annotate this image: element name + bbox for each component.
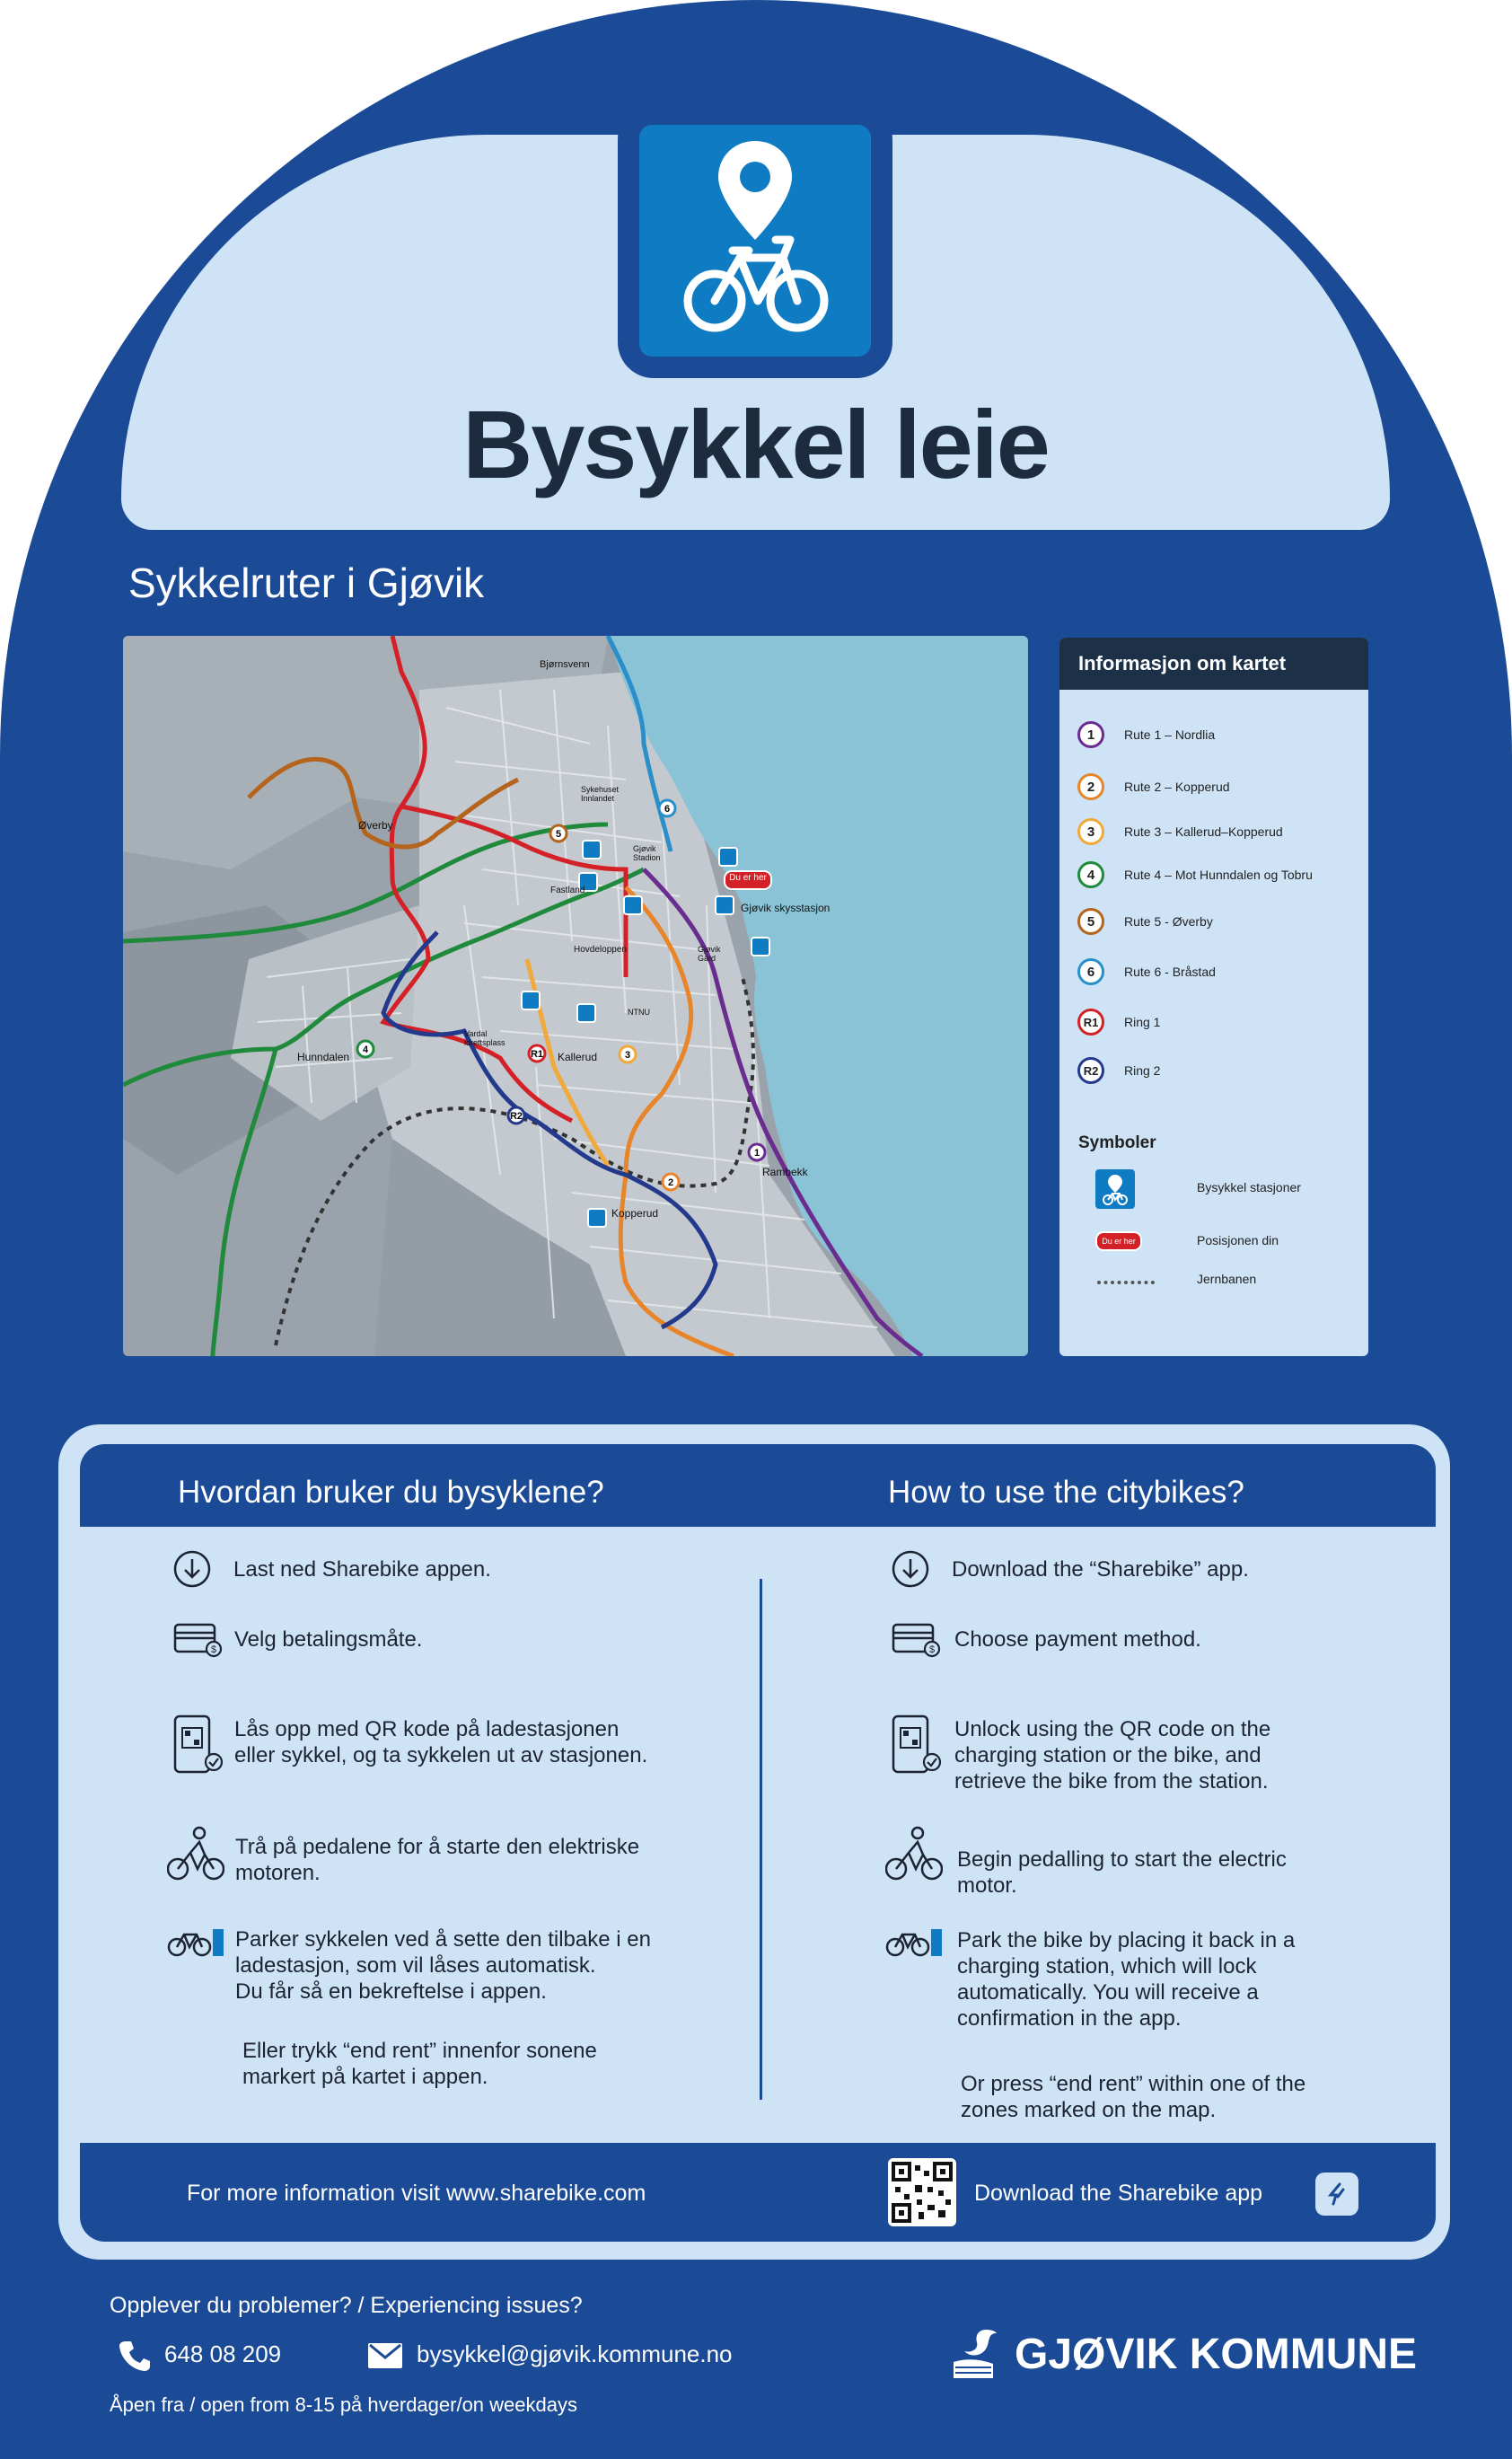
column-divider — [760, 1579, 762, 2100]
station-label: Gjøvik skysstasjon — [741, 902, 831, 914]
sharebike-app-icon[interactable] — [1315, 2173, 1358, 2216]
qr-code[interactable] — [888, 2158, 956, 2226]
svg-text:1: 1 — [753, 1148, 760, 1159]
legend-route-6 — [1077, 954, 1216, 990]
how-to-title-en: How to use the citybikes? — [888, 1475, 1244, 1510]
cyclist-icon — [167, 1826, 224, 1883]
download-icon — [172, 1549, 212, 1589]
swan-logo-icon — [952, 2326, 998, 2382]
payment-card-icon — [172, 1620, 223, 1658]
step-no-1: Last ned Sharebike appen. — [233, 1557, 491, 1582]
place-label: Fastland — [550, 886, 585, 895]
cyclist-icon — [885, 1826, 943, 1883]
route-label: Ring 2 — [1124, 1063, 1161, 1078]
svg-text:R1: R1 — [530, 1049, 544, 1060]
legend-route-3 — [1077, 814, 1283, 850]
place-label: Rambekk — [762, 1166, 808, 1178]
place-label: NTNU — [628, 1008, 650, 1017]
bike-dock-icon — [166, 1926, 225, 1958]
phone-icon — [117, 2338, 153, 2374]
svg-text:6: 6 — [664, 804, 671, 815]
route-label: Rute 4 – Mot Hunndalen og Tobru — [1124, 868, 1313, 882]
place-label: Gjøvik Gård — [698, 945, 721, 963]
how-to-footer — [80, 2143, 1436, 2242]
map-heading: Sykkelruter i Gjøvik — [128, 560, 485, 606]
legend-ring-2 — [1077, 1053, 1160, 1088]
symbol-label: Bysykkel stasjoner — [1197, 1180, 1301, 1194]
map-legend — [1059, 638, 1368, 1356]
step-en-5: Park the bike by placing it back in a charging station, which will lock automatically. You will receive a confirmation in the app. — [957, 1928, 1296, 2031]
legend-route-2 — [1077, 769, 1230, 805]
place-label: Øverby — [358, 819, 393, 832]
download-app-link[interactable]: Download the Sharebike app — [974, 2181, 1263, 2206]
legend-route-4 — [1077, 857, 1313, 893]
payment-card-icon — [891, 1620, 941, 1658]
svg-text:3: 3 — [624, 1050, 631, 1061]
step-no-2: Velg betalingsmåte. — [234, 1627, 423, 1652]
place-label: Sykehuset Innlandet — [581, 785, 620, 803]
bike-location-icon — [639, 125, 871, 357]
symbol-label: Posisjonen din — [1197, 1233, 1279, 1247]
more-info-link[interactable]: For more information visit www.sharebike.com — [187, 2181, 646, 2206]
place-label: Bjørnsvenn — [540, 659, 590, 670]
gjovik-kommune-logo-text: GJØVIK KOMMUNE — [1015, 2331, 1418, 2378]
step-en-extra: Or press “end rent” within one of the zones marked on the map. — [961, 2072, 1306, 2122]
legend-title: Informasjon om kartet — [1059, 638, 1368, 690]
place-label: Kopperud — [611, 1207, 659, 1220]
route-label: Rute 3 – Kallerud–Kopperud — [1124, 824, 1283, 839]
how-to-header — [80, 1444, 1436, 1527]
bike-dock-icon — [884, 1926, 944, 1958]
svg-text:5: 5 — [555, 829, 562, 840]
place-label: Gjøvik Stadion — [633, 844, 661, 862]
download-icon — [891, 1549, 930, 1589]
route-label: Rute 2 – Kopperud — [1124, 780, 1230, 794]
svg-text:$: $ — [210, 1644, 217, 1655]
svg-text:4: 4 — [362, 1044, 369, 1055]
you-are-here-badge: Du er her — [729, 873, 767, 883]
position-marker-icon: Du er her — [1095, 1231, 1142, 1251]
place-label: Kallerud — [558, 1051, 598, 1063]
route-map[interactable] — [123, 636, 1028, 1356]
step-no-5: Parker sykkelen ved å sette den tilbake i en ladestasjon, som vil låses automatisk. Du får så en bekreftelse i appen. — [235, 1927, 651, 2004]
legend-ring-1 — [1077, 1004, 1160, 1040]
how-to-section — [58, 1424, 1450, 2260]
step-no-4: Trå på pedalene for å starte den elektriske motoren. — [235, 1835, 640, 1885]
symbols-title: Symboler — [1078, 1133, 1156, 1152]
how-to-title-no: Hvordan bruker du bysyklene? — [178, 1475, 604, 1510]
route-number-badge: R1 — [1077, 1009, 1104, 1036]
railway-line-icon — [1097, 1281, 1155, 1284]
route-label: Rute 5 - Øverby — [1124, 914, 1213, 929]
bysykkel-logo — [618, 103, 892, 378]
route-number-badge: 5 — [1077, 908, 1104, 935]
route-number-badge: 6 — [1077, 958, 1104, 985]
step-no-3: Lås opp med QR kode på ladestasjonen eller sykkel, og ta sykkelen ut av stasjonen. — [234, 1717, 648, 1767]
step-en-1: Download the “Sharebike” app. — [952, 1557, 1249, 1582]
route-number-badge: 2 — [1077, 773, 1104, 800]
place-label: Hovdeloppen — [574, 945, 627, 955]
route-label: Rute 6 - Bråstad — [1124, 965, 1216, 979]
route-number-badge: 1 — [1077, 721, 1104, 748]
bike-station-icon — [1095, 1169, 1135, 1209]
phone-number[interactable]: 648 08 209 — [164, 2340, 282, 2367]
place-label: Vardal idrettsplass — [464, 1029, 505, 1047]
email-address[interactable]: bysykkel@gjøvik.kommune.no — [417, 2340, 733, 2367]
svg-text:R2: R2 — [509, 1111, 523, 1122]
page-title: Bysykkel leie — [462, 390, 1049, 498]
place-label: Hunndalen — [297, 1051, 350, 1063]
qr-phone-icon — [172, 1714, 224, 1775]
route-number-badge: 4 — [1077, 861, 1104, 888]
step-no-extra: Eller trykk “end rent” innenfor sonene markert på kartet i appen. — [242, 2039, 597, 2089]
route-number-badge: 3 — [1077, 818, 1104, 845]
legend-route-1 — [1077, 717, 1215, 753]
map-graphic — [123, 636, 1028, 1356]
step-en-3: Unlock using the QR code on the charging station or the bike, and retrieve the bike from the station. — [954, 1717, 1271, 1794]
email-icon — [366, 2341, 404, 2370]
opening-hours: Åpen fra / open from 8-15 på hverdager/on weekdays — [110, 2393, 577, 2416]
route-number-badge: R2 — [1077, 1057, 1104, 1084]
logo-inner — [639, 125, 871, 357]
symbol-label: Jernbanen — [1197, 1272, 1257, 1286]
svg-text:$: $ — [928, 1644, 936, 1655]
legend-route-5 — [1077, 903, 1213, 939]
step-en-2: Choose payment method. — [954, 1627, 1201, 1652]
route-label: Rute 1 – Nordlia — [1124, 727, 1216, 742]
issues-heading: Opplever du problemer? / Experiencing issues? — [110, 2293, 583, 2318]
qr-phone-icon — [891, 1714, 943, 1775]
svg-text:2: 2 — [667, 1177, 674, 1188]
route-label: Ring 1 — [1124, 1015, 1161, 1029]
step-en-4: Begin pedalling to start the electric motor. — [957, 1847, 1287, 1898]
